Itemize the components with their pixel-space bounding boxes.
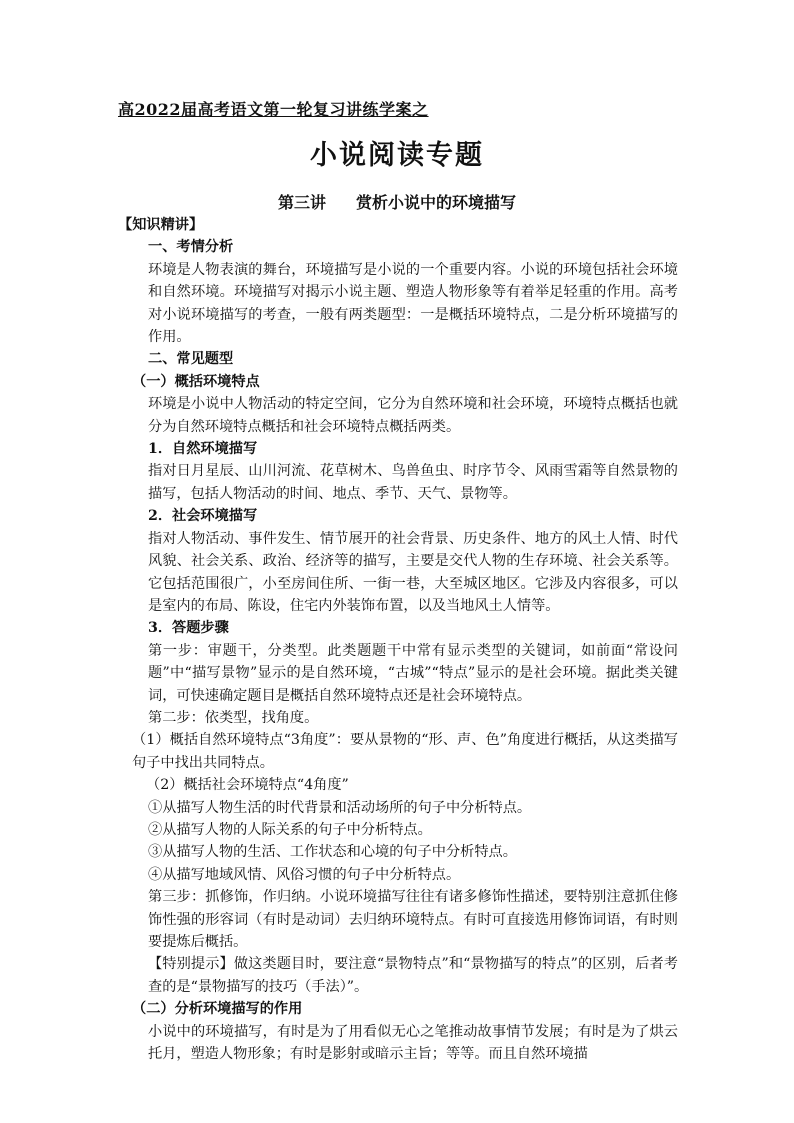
body-paragraph: 【知识精讲】 [118,217,204,233]
page-title: 小说阅读专题 [310,140,484,171]
body-paragraph: 2．社会环境描写 [148,508,258,525]
body-paragraph: （一）概括环境特点 [132,373,260,390]
body-paragraph: 环境是人物表演的舞台，环境描写是小说的一个重要内容。小说的环境包括社会环境和自然环境。环境描写对揭示小说主题、塑造人物形象等有着举足轻重的作用。高考对小说环境描写的考查，一般有两类题型：一是概括环境特点，二是分析环境描写的作用。 [148,261,678,346]
body-paragraph: 一、考情分析 [148,239,234,256]
body-paragraph: 指对日月星辰、山川河流、花草树木、鸟兽鱼虫、时序节令、风雨雪霜等自然景物的描写，包括人物活动的时间、地点、季节、天气、景物等。 [148,463,678,502]
document-body [118,214,678,1065]
body-paragraph: 环境是小说中人物活动的特定空间，它分为自然环境和社会环境，环境特点概括也就分为自然环境特点概括和社会环境特点概括两类。 [148,396,678,435]
body-paragraph: ④从描写地域风情、风俗习惯的句子中分析特点。 [148,866,461,883]
lecture-topic: 赏析小说中的环境描写 [356,193,517,212]
body-paragraph: 小说中的环境描写，有时是为了用看似无心之笔推动故事情节发展；有时是为了烘云托月，塑造人物形象；有时是影射或暗示主旨；等等。而且自然环境描 [148,1023,678,1063]
body-paragraph: 第三步：抓修饰，作归纳。小说环境描写往往有诸多修饰性描述，要特别注意抓住修饰性强的形容词（有时是动词）去归纳环境特点。有时可直接选用修饰词语，有时则要提炼后概括。 [148,889,678,950]
lecture-number: 第三讲 [277,193,326,212]
document-header: 高2022届高考语文第一轮复习讲练学案之 [118,100,429,119]
body-paragraph: 第二步：依类型，找角度。 [148,709,319,726]
body-paragraph: 1．自然环境描写 [148,441,258,458]
body-paragraph: 【特别提示】做这类题目时，要注意“景物特点”和“景物描写的特点”的区别，后者考查的是“景物描写的技巧（手法）”。 [148,956,678,995]
body-paragraph: ③从描写人物的生活、工作状态和心境的句子中分析特点。 [148,844,517,861]
body-paragraph: 二、常见题型 [148,351,234,368]
body-paragraph: 3．答题步骤 [148,620,229,637]
body-paragraph: 第一步：审题干，分类型。此类题题干中常有显示类型的关键词，如前面“常设问题”中“描写景物”显示的是自然环境，“古城”“特点”显示的是社会环境。据此类关键词，可快速确定题目是概括自然环境特点还是社会环境特点。 [148,642,678,704]
lecture-subtitle [0,190,794,213]
body-paragraph: 指对人物活动、事件发生、情节展开的社会背景、历史条件、地方的风土人情、时代风貌、社会关系、政治、经济等的描写，主要是交代人物的生存环境、社会关系等。它包括范围很广，小至房间住所、一街一巷，大至城区地区。它涉及内容很多，可以是室内的布局、陈设，住宅内外装饰布置，以及当地风土人情等。 [148,530,678,614]
body-paragraph: （1）概括自然环境特点“3角度”：要从景物的“形、声、色”角度进行概括，从这类描写句子中找出共同特点。 [132,732,678,771]
body-paragraph: （2）概括社会环境特点“4角度” [146,777,349,794]
body-paragraph: ②从描写人物的人际关系的句子中分析特点。 [148,821,432,838]
body-paragraph: ①从描写人物生活的时代背景和活动场所的句子中分析特点。 [148,799,532,816]
body-paragraph: （二）分析环境描写的作用 [132,1001,303,1018]
